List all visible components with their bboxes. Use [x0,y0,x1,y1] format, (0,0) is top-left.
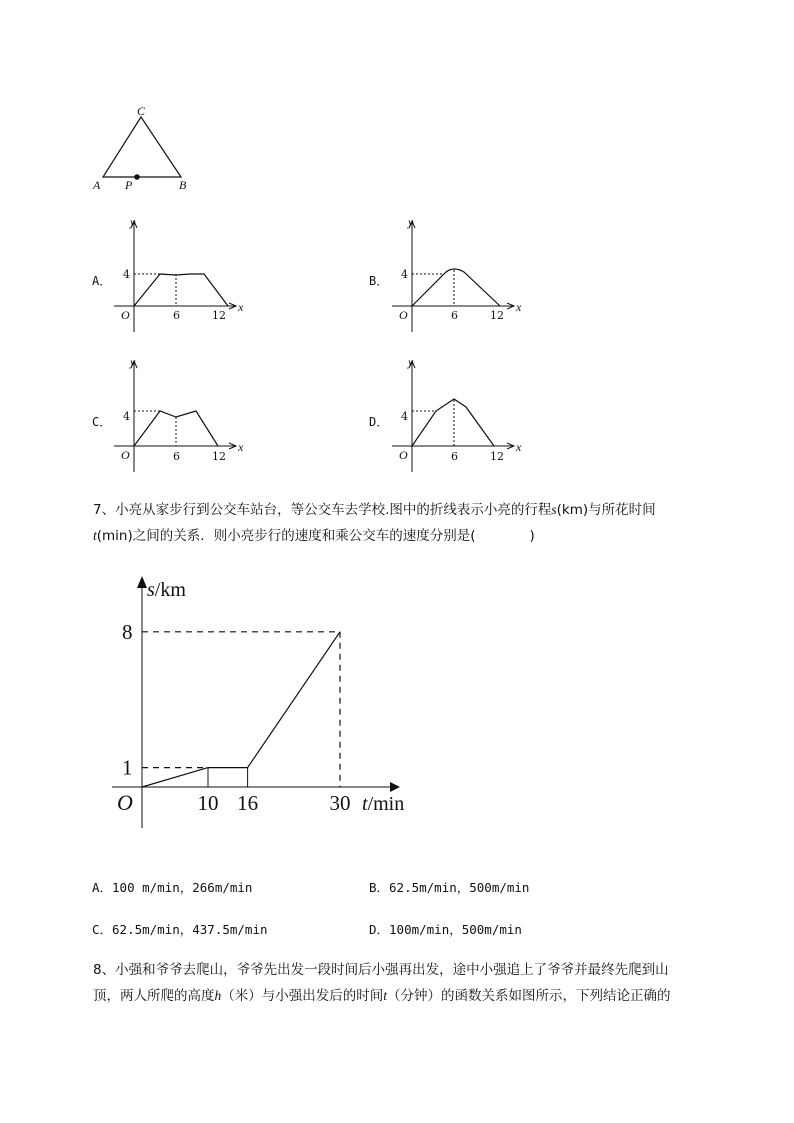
graph-d-y-tick: 4 [401,410,408,423]
q7-text-line2 [93,526,535,546]
vertex-b-label: B [179,178,187,192]
chart-x-var: t [362,793,368,815]
chart-y-unit: /km [154,579,186,601]
graph-a-x-tick2: 12 [212,309,226,322]
graph-d-y-label: y [408,355,414,369]
graph-b-y-label: y [408,215,414,229]
q6-option-a-label: A． [92,274,112,288]
point-p-label: P [125,178,133,192]
q6-option-c-label: C． [92,415,112,429]
vertex-a-label: A [93,178,101,192]
q6-option-d-label: D． [369,415,389,429]
graph-a-x-tick1: 6 [173,309,180,322]
q8-line2-a: 顶，两人所爬的高度 [93,988,215,1004]
graph-b-x-tick2: 12 [490,309,504,322]
graph-c-x-tick2: 12 [212,450,226,463]
chart-x-unit: /min [367,793,405,815]
graph-c-x-label: x [238,440,244,454]
graph-a-y-tick: 4 [123,268,130,281]
graph-c-x-tick1: 6 [173,450,180,463]
graph-d-x-tick1: 6 [451,450,458,463]
q7-option-a: A．100 m/min，266m/min [92,880,253,895]
q6-graph-b [388,212,528,337]
chart-series-line [142,632,340,787]
q7-line1-post: (km)与所花时间 [556,502,656,518]
q7-line2-post: (min)之间的关系．则小亮步行的速度和乘公交车的速度分别是( ) [96,528,535,544]
graph-d-x-tick2: 12 [490,450,504,463]
chart-x-label [362,793,404,815]
q6-graph-a [110,212,250,337]
q7-option-c: C．62.5m/min，437.5m/min [92,922,268,937]
q6-graph-c [110,352,250,477]
q7-option-d: D．100m/min，500m/min [369,922,522,937]
q7-var-t: t [93,528,97,543]
q8-line2-c: （分钟）的函数关系如图所示，下列结论正确的 [387,988,671,1004]
q7-option-b: B．62.5m/min，500m/min [369,880,530,895]
q8-var-t: t [383,988,388,1003]
chart-y-label [147,579,186,601]
graph-c-y-tick: 4 [123,410,130,423]
chart-y-tick-8: 8 [122,619,133,644]
graph-b-x-label: x [516,300,522,314]
chart-x-tick-30: 30 [329,791,351,815]
q8-text-line1: 8、小强和爷爷去爬山，爷爷先出发一段时间后小强再出发，途中小强追上了爷爷并最终先爬到山 [93,962,669,978]
chart-x-tick-16: 16 [237,791,259,815]
chart-y-var: s [147,579,155,601]
vertex-c-label: C [137,104,146,118]
q8-var-h: h [214,988,222,1003]
q8-line2-b: （米）与小强出发后的时间 [221,988,384,1004]
triangle-abc [103,117,181,177]
graph-a-y-label: y [130,215,136,229]
q7-distance-time-chart [100,570,430,840]
graph-c-y-label: y [130,355,136,369]
chart-y-tick-1: 1 [122,755,133,780]
graph-b-y-tick: 4 [401,268,408,281]
graph-c-origin: O [121,448,130,462]
chart-x-tick-10: 10 [197,791,219,815]
graph-b-x-tick1: 6 [451,309,458,322]
graph-b-origin: O [399,308,408,322]
graph-a-x-label: x [238,300,244,314]
q6-graph-d [388,352,528,477]
graph-d-x-label: x [516,440,522,454]
q7-line1-pre: 7、小亮从家步行到公交车站台，等公交车去学校.图中的折线表示小亮的行程 [93,502,552,518]
q7-var-s: s [551,502,557,517]
q7-text-line1 [93,500,656,520]
point-p-dot [134,174,140,180]
q6-option-b-label: B． [369,274,389,288]
graph-a-origin: O [121,308,130,322]
q8-text-line2 [93,986,671,1006]
triangle-figure [90,100,210,195]
chart-origin: O [117,790,133,815]
graph-d-origin: O [399,448,408,462]
